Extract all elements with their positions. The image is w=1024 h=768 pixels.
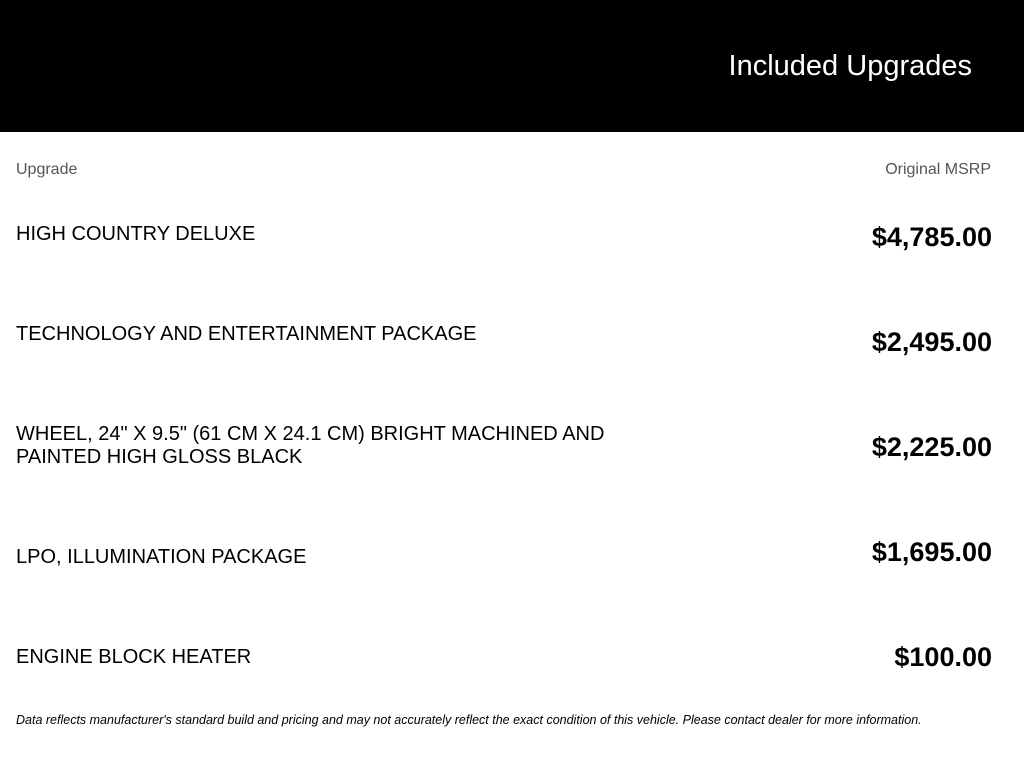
disclaimer-text: Data reflects manufacturer's standard build and pricing and may not accurately reflect the exact condition of this vehicle. Please contact dealer for more information.: [16, 713, 922, 727]
upgrade-price: $2,495.00: [871, 327, 992, 357]
upgrade-name: TECHNOLOGY AND ENTERTAINMENT PACKAGE: [16, 323, 477, 345]
upgrade-price: $4,785.00: [871, 222, 992, 252]
upgrade-price: $2,225.00: [871, 432, 992, 462]
column-header-upgrade: Upgrade: [16, 161, 78, 178]
upgrade-price: $1,695.00: [871, 537, 992, 567]
header-banner: [0, 0, 1024, 132]
column-header-msrp: Original MSRP: [885, 161, 991, 178]
page-title: Included Upgrades: [728, 50, 972, 82]
upgrade-name: ENGINE BLOCK HEATER: [16, 646, 252, 668]
upgrade-name: WHEEL, 24" X 9.5" (61 CM X 24.1 CM) BRIGHT MACHINED AND PAINTED HIGH GLOSS BLACK: [16, 423, 605, 468]
upgrade-name: LPO, ILLUMINATION PACKAGE: [16, 546, 307, 568]
upgrade-price: $100.00: [894, 642, 992, 672]
upgrade-name: HIGH COUNTRY DELUXE: [16, 223, 256, 245]
